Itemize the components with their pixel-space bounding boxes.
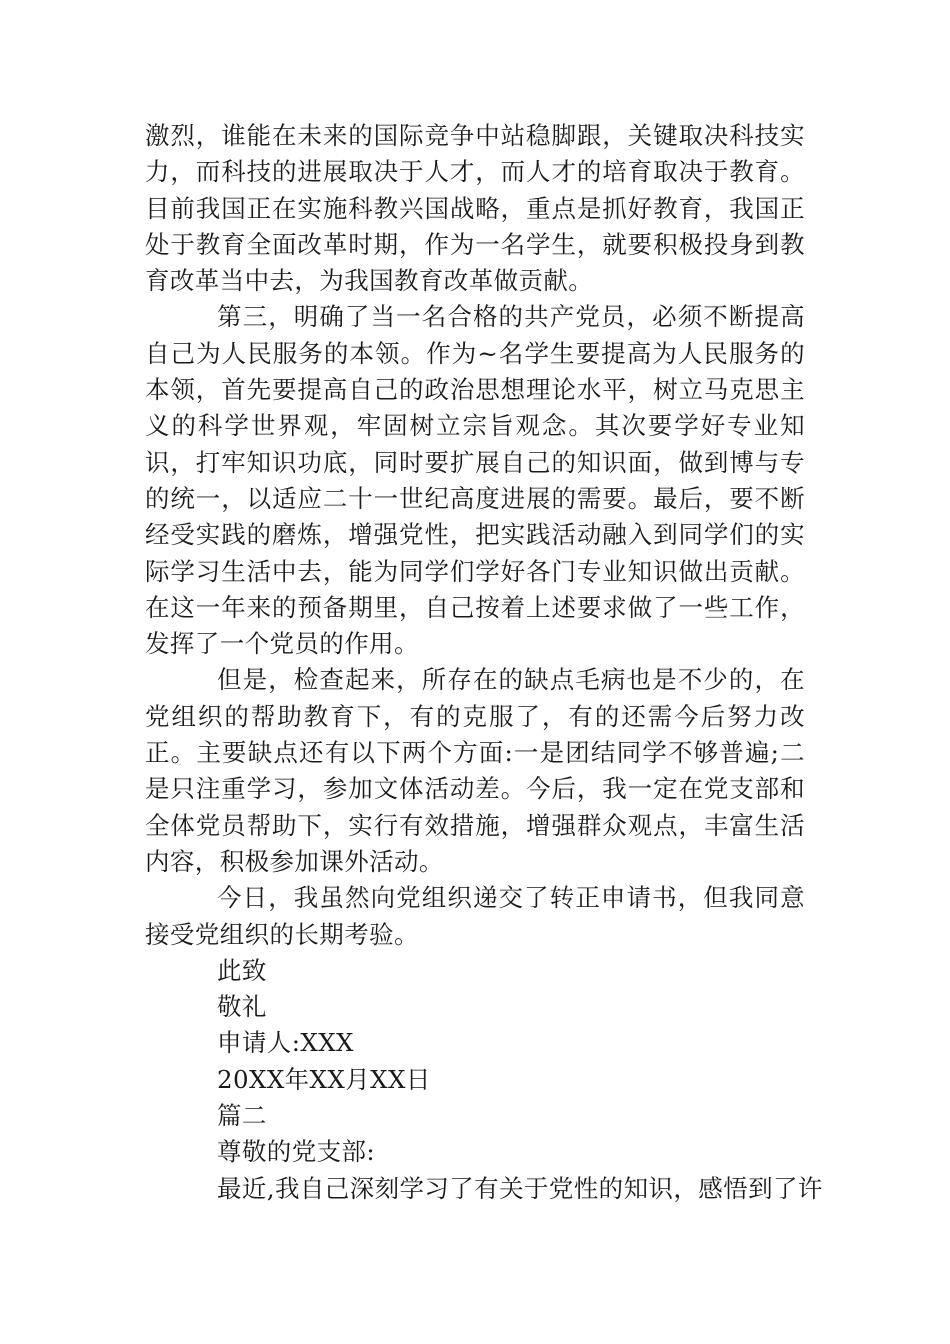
opening-line: 最近,我自己深刻学习了有关于党性的知识，感悟到了许	[217, 1173, 823, 1203]
paragraph-shortcomings: 但是，检查起来，所存在的缺点毛病也是不少的，在党组织的帮助教育下，有的克服了，有的还需今后努力改正。主要缺点还有以下两个方面:一是团结同学不够普遍;二是只注重学习，参加文体活动差。今后，我一定在党支部和全体党员帮助下，实行有效措施，增强群众观点，丰富生活内容，积极参加课外活动。	[145, 665, 805, 876]
paragraph-education: 激烈，谁能在未来的国际竞争中站稳脚跟，关键取决科技实力，而科技的进展取决于人才，而人才的培育取决于教育。目前我国正在实施科教兴国战略，重点是抓好教育，我国正处于教育全面改革时期，作为一名学生，就要积极投身到教育改革当中去，为我国教育改革做贡献。	[145, 121, 805, 296]
document-body	[145, 118, 823, 1207]
section-label: 篇二	[217, 1101, 267, 1131]
date-line: 20XX年XX月XX日	[217, 1064, 431, 1094]
paragraph-application: 今日，我虽然向党组织递交了转正申请书，但我同意接受党组织的长期考验。	[145, 883, 805, 949]
closing-line: 此致	[217, 955, 267, 985]
salute-line: 敬礼	[217, 992, 267, 1022]
paragraph-third-point: 第三，明确了当一名合格的共产党员，必须不断提高自己为人民服务的本领。作为~名学生要提高为人民服务的本领，首先要提高自己的政治思想理论水平，树立马克思主义的科学世界观，牢固树立宗旨观念。其次要学好专业知识，打牢知识功底，同时要扩展自己的知识面，做到博与专的统一，以适应二十一世纪高度进展的需要。最后，要不断经受实践的磨炼，增强党性，把实践活动融入到同学们的实际学习生活中去，能为同学们学好各门专业知识做出贡献。在这一年来的预备期里，自己按着上述要求做了一些工作，发挥了一个党员的作用。	[145, 302, 805, 659]
greeting-line: 尊敬的党支部:	[217, 1137, 376, 1167]
applicant-line: 申请人:XXX	[217, 1028, 354, 1058]
